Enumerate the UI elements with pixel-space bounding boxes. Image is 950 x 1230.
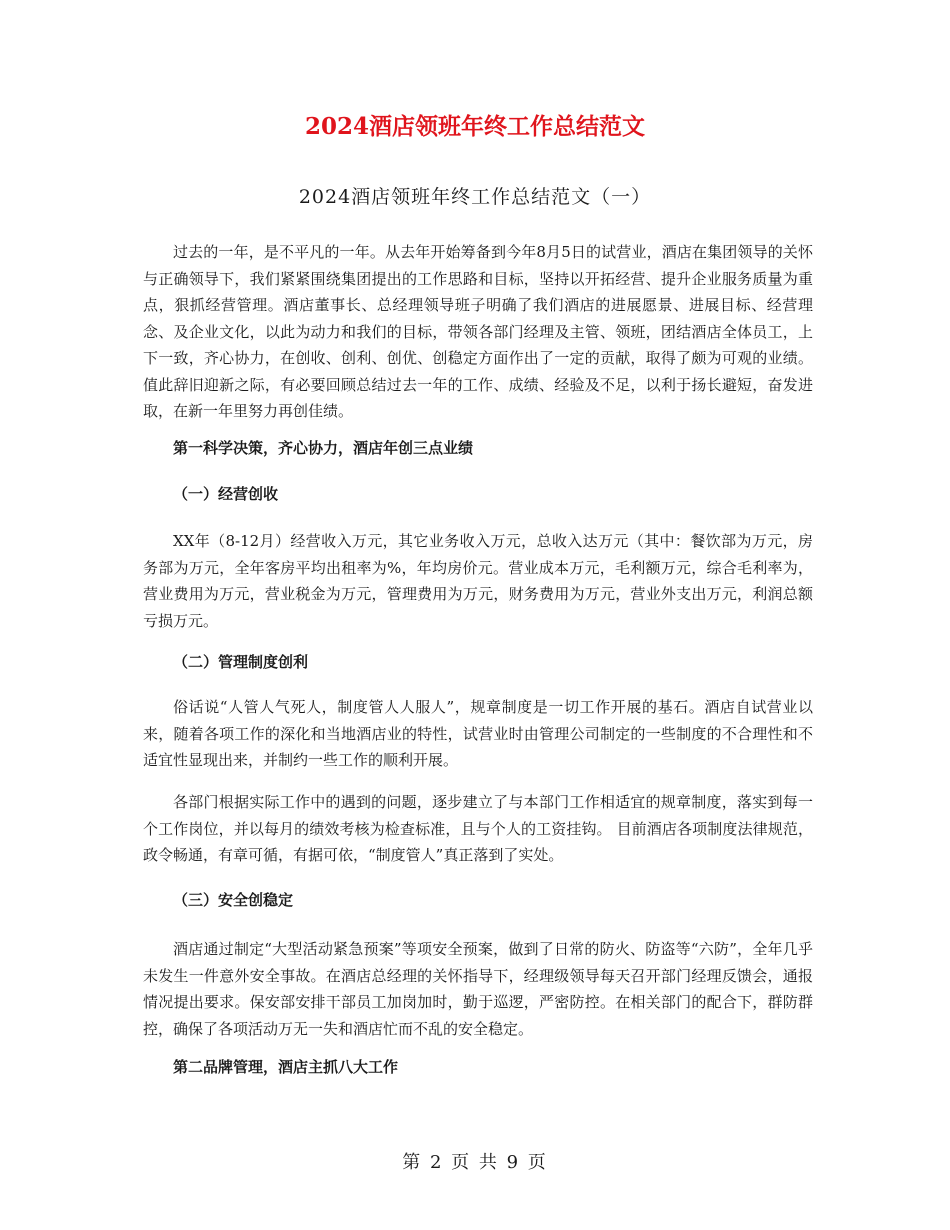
page-title: 2024酒店领班年终工作总结范文 bbox=[304, 113, 645, 140]
paragraph-rules-1: 俗话说“人管人气死人，制度管人人服人”，规章制度是一切工作开展的基石。酒店自试营业以来，随着各项工作的深化和当地酒店业的特性，试营业时由管理公司制定的一些制度的不合理性和不适宜性显现出来，并制约一些工作的顺利开展。 bbox=[143, 698, 813, 769]
paragraph-safety: 酒店通过制定“大型活动紧急预案”等项安全预案，做到了日常的防火、防盗等“六防”，全年几乎未发生一件意外安全事故。在酒店总经理的关怀指导下，经理级领导每天召开部门经理反馈会，通报情况提出要求。保安部安排干部员工加岗加时，勤于巡逻，严密防控。在相关部门的配合下，群防群控，确保了各项活动万无一失和酒店忙而不乱的安全稳定。 bbox=[143, 940, 813, 1038]
paragraph-revenue: XX年（8-12月）经营收入万元，其它业务收入万元，总收入达万元（其中：餐饮部为万元，房务部为万元，全年客房平均出租率为%，年均房价元。营业成本万元，毛利额万元，综合毛利率为，营业费用为万元，营业税金为万元，管理费用为万元，财务费用为万元，营业外支出万元，利润总额亏损万元。 bbox=[143, 532, 813, 630]
heading-1-2: （二）管理制度创利 bbox=[173, 653, 309, 671]
page-indicator: 第 2 页 共 9 页 bbox=[402, 1152, 548, 1173]
heading-1: 第一科学决策，齐心协力，酒店年创三点业绩 bbox=[173, 439, 474, 457]
heading-2: 第二品牌管理，酒店主抓八大工作 bbox=[173, 1058, 399, 1076]
heading-1-3: （三）安全创稳定 bbox=[173, 891, 294, 909]
paragraph-intro: 过去的一年，是不平凡的一年。从去年开始筹备到今年8月5日的试营业，酒店在集团领导的关怀与正确领导下，我们紧紧围绕集团提出的工作思路和目标，坚持以开拓经营、提升企业服务质量为重点，狠抓经营管理。酒店董事长、总经理领导班子明确了我们酒店的进展愿景、进展目标、经营理念、及企业文化，以此为动力和我们的目标，带领各部门经理及主管、领班，团结酒店全体员工，上下一致，齐心协力，在创收、创利、创优、创稳定方面作出了一定的贡献，取得了颇为可观的业绩。值此辞旧迎新之际，有必要回顾总结过去一年的工作、成绩、经验及不足，以利于扬长避短，奋发进取，在新一年里努力再创佳绩。 bbox=[143, 243, 813, 420]
section-subtitle: 2024酒店领班年终工作总结范文（一） bbox=[298, 186, 652, 208]
heading-1-1: （一）经营创收 bbox=[173, 485, 279, 503]
paragraph-rules-2: 各部门根据实际工作中的遇到的问题，逐步建立了与本部门工作相适宜的规章制度，落实到每一个工作岗位，并以每月的绩效考核为检查标准，且与个人的工资挂钩。 目前酒店各项制度法律规范，政令畅通，有章可循，有据可依，“制度管人”真正落到了实处。 bbox=[143, 793, 813, 864]
